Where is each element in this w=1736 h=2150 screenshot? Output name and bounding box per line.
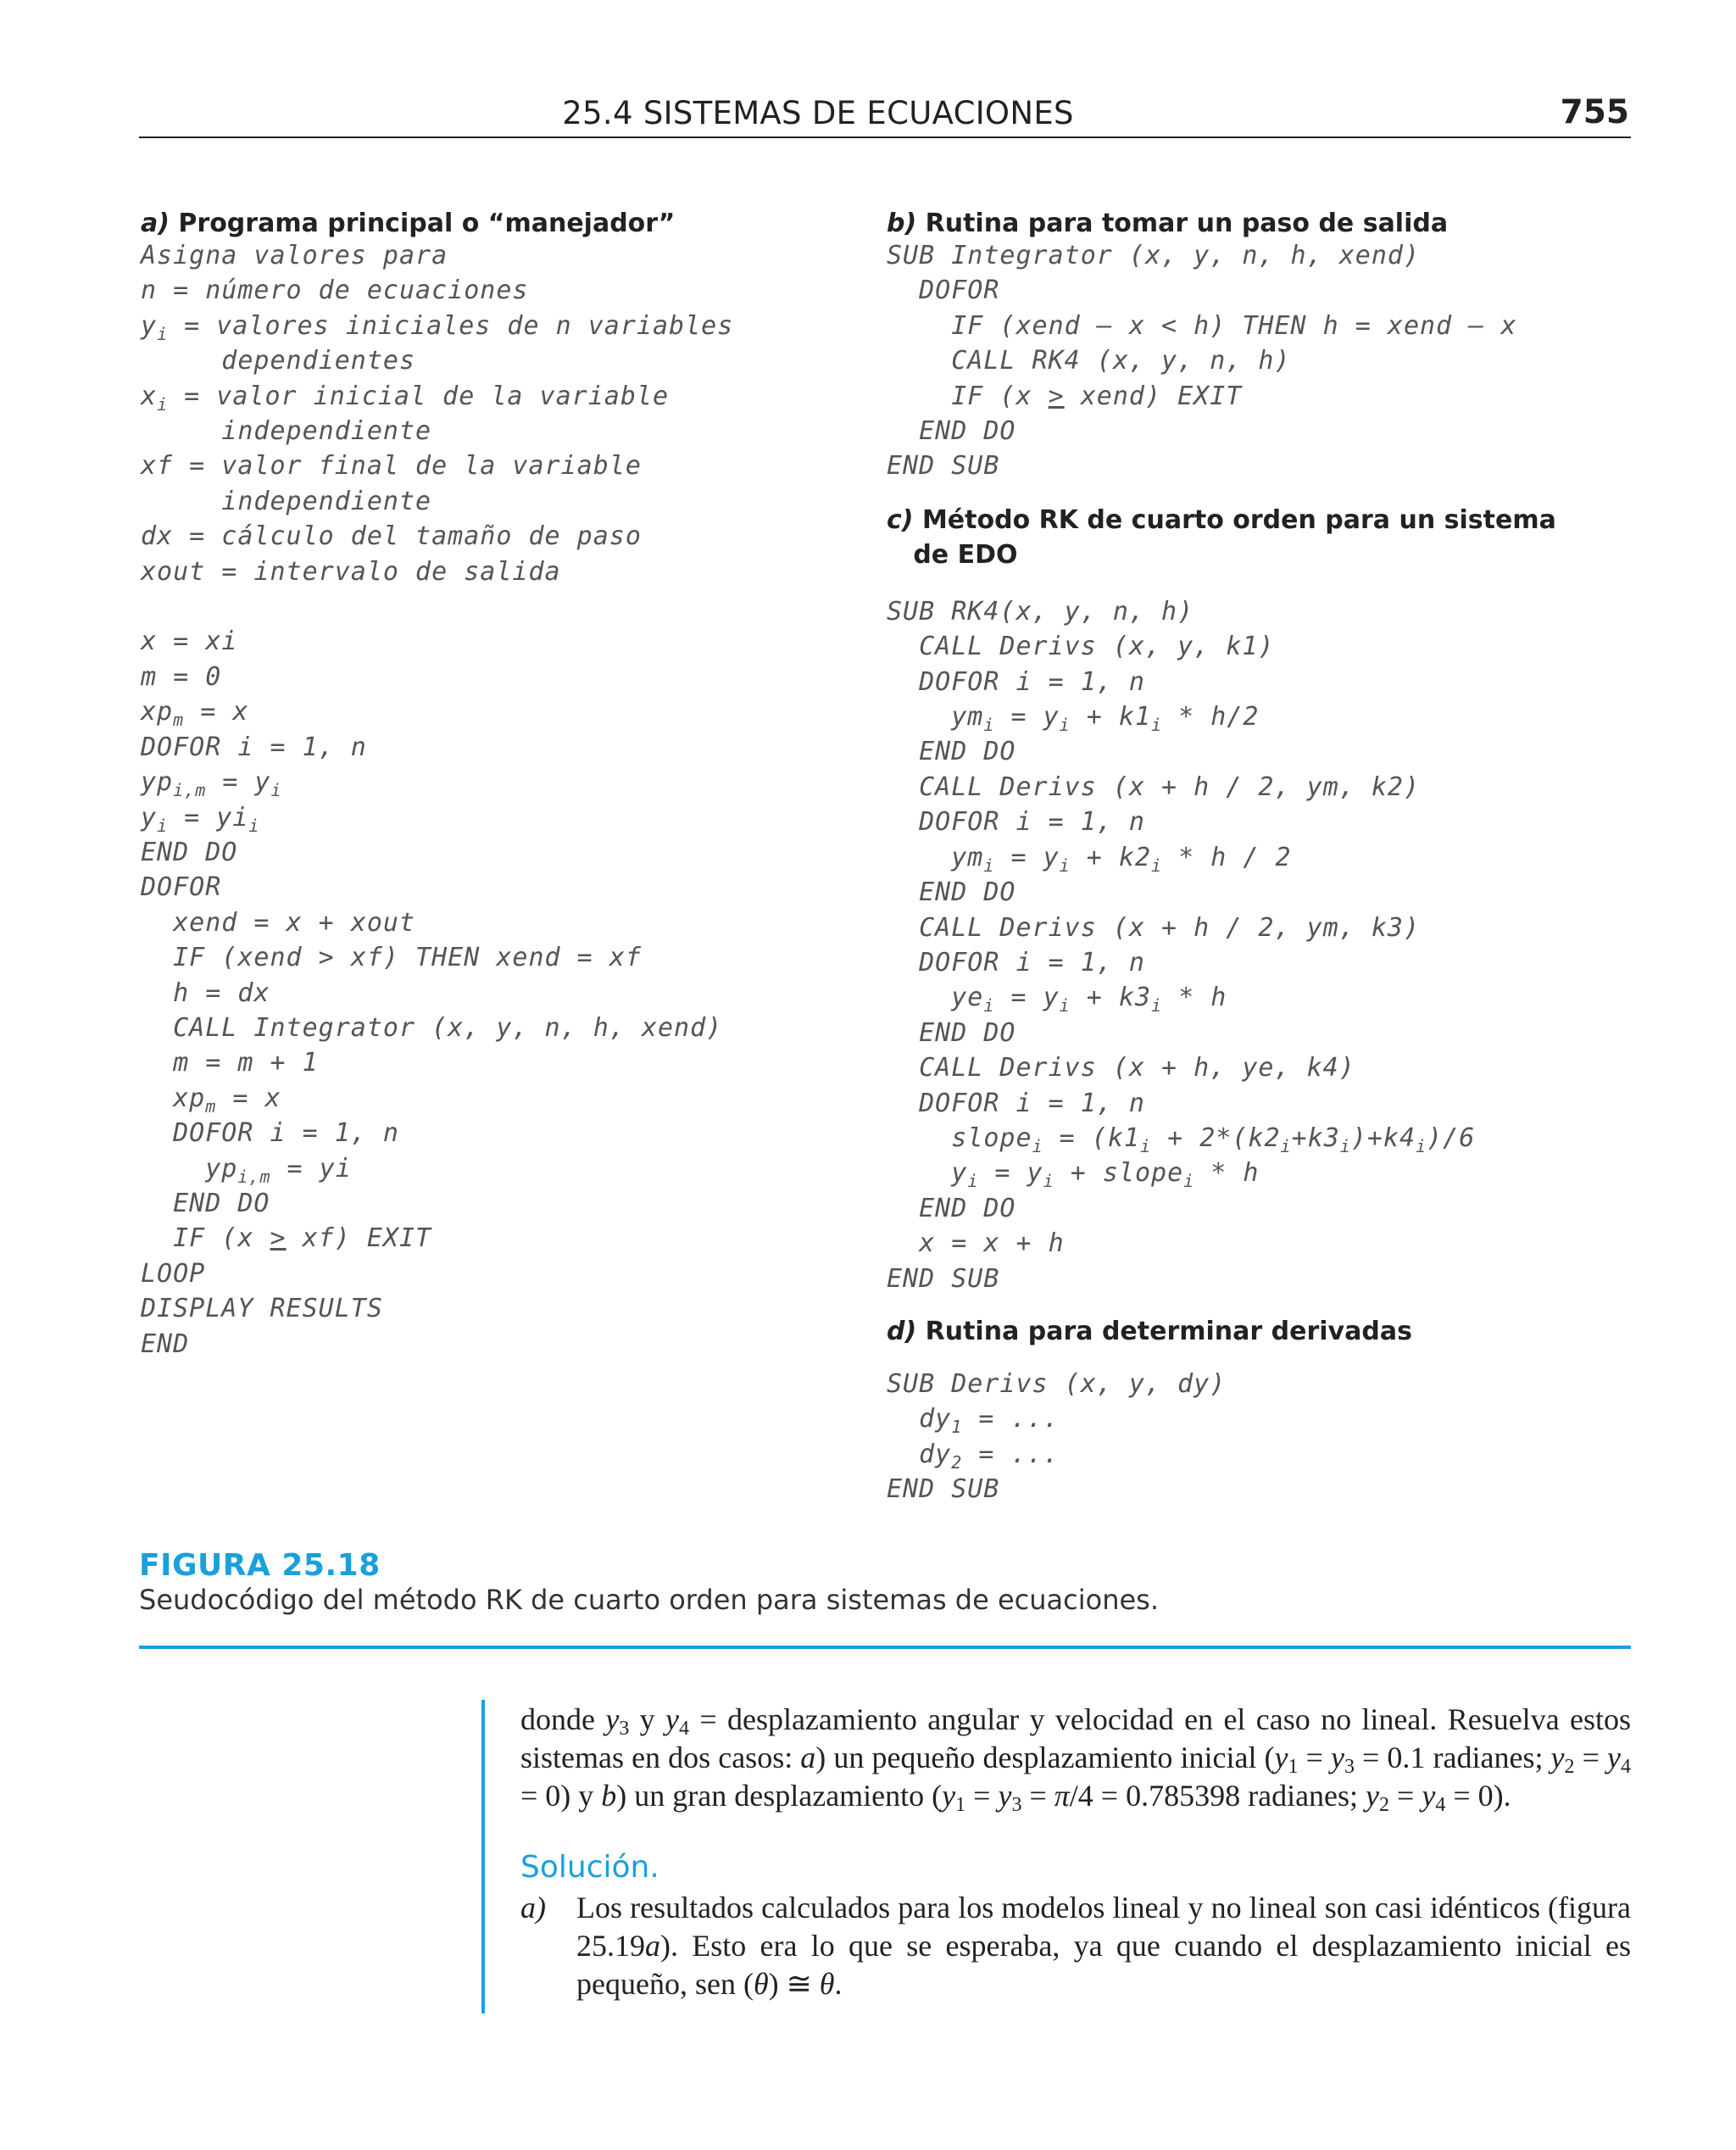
- item-a-text: Los resultados calculados para los modelos lineal y no lineal son casi idénticos (figura 25.19a). Esto era lo que se esperaba, ya que cuando el desplazamiento inicial es pequeño, sen (θ) ≅ θ.: [576, 1891, 1631, 2001]
- code-line: $y_i$ = valores iniciales de n variables: [141, 310, 734, 344]
- solution-heading: Solución.: [520, 1850, 659, 1885]
- code-line: $yp_{i,m} = y_i$: [141, 767, 282, 801]
- code-line: CALL Derivs (x + h, ye, k4): [887, 1053, 1355, 1083]
- code-line: dependientes: [141, 346, 416, 376]
- code-line: END DO: [141, 1188, 270, 1218]
- panel-c-heading: [887, 503, 1616, 572]
- code-line: IF (x > xf) EXIT: [141, 1223, 432, 1254]
- code-line: DOFOR i = 1, n: [887, 947, 1145, 978]
- code-line: $ye_i = y_i + k3_i * h$: [887, 983, 1227, 1017]
- code-line: SUB Integrator (x, y, n, h, xend): [887, 241, 1421, 270]
- code-line: DOFOR i = 1, n: [141, 1118, 399, 1149]
- panel-c-code: [887, 594, 1616, 1296]
- panel-d-code: [887, 1367, 1616, 1507]
- code-line: DOFOR i = 1, n: [141, 732, 367, 762]
- code-line: END DO: [141, 837, 238, 867]
- code-line: CALL Derivs (x + h / 2, ym, k2): [887, 771, 1421, 802]
- code-line: IF (x > xend) EXIT: [887, 381, 1243, 411]
- code-line: Asigna valores para: [141, 241, 448, 270]
- code-line: END DO: [887, 416, 1016, 447]
- code-line: $xp_m = x$: [141, 1083, 281, 1117]
- code-line: END: [141, 1328, 190, 1359]
- code-line: [141, 589, 861, 624]
- figure-caption: Seudocódigo del método RK de cuarto orden para sistemas de ecuaciones.: [139, 1584, 1160, 1616]
- code-line: $y_i = y_i$ + slope$_i$ * h: [887, 1158, 1260, 1192]
- code-line: END DO: [887, 737, 1016, 767]
- panel-a-title: Programa principal o “manejador”: [169, 209, 676, 238]
- panel-c-letter: c): [887, 504, 914, 535]
- code-line: independiente: [141, 486, 432, 516]
- running-header-title: 25.4 SISTEMAS DE ECUACIONES: [562, 95, 1074, 131]
- code-line: independiente: [141, 416, 432, 447]
- code-line: xend = x + xout: [141, 907, 416, 938]
- code-line: n = número de ecuaciones: [141, 276, 529, 306]
- code-line: DOFOR i = 1, n: [887, 807, 1145, 838]
- code-line: xout = intervalo de salida: [141, 556, 561, 587]
- caption-rule: [139, 1646, 1631, 1649]
- code-line: CALL Integrator (x, y, n, h, xend): [141, 1012, 723, 1043]
- code-line: $dy_2$ = ...: [887, 1439, 1060, 1473]
- code-line: CALL Derivs (x, y, k1): [887, 632, 1275, 662]
- body-paragraph: [520, 1701, 1631, 1815]
- panel-d-heading: [887, 1317, 1616, 1346]
- body-paragraph-text: donde $y_3$ y $y_4$ = desplazamiento angular y velocidad en el caso no lineal. Resuelva estos sistemas en dos casos: a) un pequeño desplazamiento inicial ($y_1 = y_3 = 0.1$ radianes; $y_2 = y_4 = 0$) y b) un gran desplazamiento ($y_1 = y_3 = \pi/4 = 0.785398$ radianes; $y_2 = y_4 = 0$).: [520, 1702, 1632, 1816]
- code-line: slope$_i$ = $(k1_i + 2*(k2_i+k3_i)+k4_i)/6$: [887, 1122, 1476, 1156]
- page-number: 755: [1560, 93, 1629, 131]
- code-line: m = 0: [141, 661, 222, 692]
- code-line: $ym_i = y_i + k1_i * h/2$: [887, 702, 1260, 736]
- panel-a-heading: [141, 209, 861, 238]
- code-line: DOFOR: [141, 872, 222, 903]
- item-a-marker: a): [520, 1891, 546, 1924]
- code-line: DISPLAY RESULTS: [141, 1294, 383, 1324]
- code-line: END SUB: [887, 1263, 1000, 1294]
- figure-label: FIGURA 25.18: [139, 1548, 381, 1583]
- code-line: END SUB: [887, 1474, 1000, 1505]
- panel-d-title: Rutina para determinar derivadas: [916, 1316, 1412, 1346]
- code-line: x = xi: [141, 627, 238, 657]
- panel-a-main-program: [141, 209, 861, 1362]
- code-line: IF (xend > xf) THEN xend = xf: [141, 943, 642, 973]
- code-line: END SUB: [887, 451, 1000, 482]
- code-line: END DO: [887, 1017, 1016, 1048]
- panel-b-title: Rutina para tomar un paso de salida: [916, 209, 1449, 238]
- panels-b-c-d: [887, 209, 1616, 1507]
- code-line: SUB RK4(x, y, n, h): [887, 596, 1194, 627]
- code-line: h = dx: [141, 978, 270, 1008]
- panel-d-letter: d): [887, 1316, 917, 1346]
- panel-b-heading: [887, 209, 1616, 238]
- code-line: $x_i$ = valor inicial de la variable: [141, 381, 670, 415]
- panel-a-letter: a): [141, 209, 170, 238]
- panel-a-code: [141, 238, 861, 1362]
- code-line: END DO: [887, 1193, 1016, 1223]
- code-line: CALL Derivs (x + h / 2, ym, k3): [887, 912, 1421, 943]
- header-rule: [139, 136, 1631, 138]
- code-line: IF (xend – x < h) THEN h = xend – x: [887, 310, 1517, 341]
- panel-c-title: Método RK de cuarto orden para un sistema de EDO: [913, 504, 1556, 570]
- code-line: CALL RK4 (x, y, n, h): [887, 346, 1291, 376]
- code-line: dx = cálculo del tamaño de paso: [141, 521, 642, 552]
- code-line: $xp_m = x$: [141, 697, 249, 731]
- code-line: $dy_1$ = ...: [887, 1404, 1060, 1438]
- code-line: DOFOR i = 1, n: [887, 666, 1145, 697]
- code-line: x = x + h: [887, 1228, 1065, 1259]
- code-line: xf = valor final de la variable: [141, 451, 642, 482]
- code-line: $yp_{i,m}$ = yi: [141, 1153, 352, 1187]
- code-line: SUB Derivs (x, y, dy): [887, 1368, 1227, 1399]
- solution-item-a: [520, 1889, 1631, 2003]
- code-line: $ym_i = y_i + k2_i * h / 2$: [887, 842, 1292, 876]
- code-line: DOFOR: [887, 276, 1000, 306]
- panel-b-letter: b): [887, 209, 917, 238]
- panel-b-code: [887, 238, 1616, 484]
- code-line: $y_i = yi_i$: [141, 802, 260, 836]
- code-line: m = m + 1: [141, 1048, 319, 1078]
- code-line: DOFOR i = 1, n: [887, 1088, 1145, 1118]
- code-line: END DO: [887, 877, 1016, 908]
- code-line: LOOP: [141, 1258, 206, 1289]
- example-side-bar: [481, 1700, 485, 2014]
